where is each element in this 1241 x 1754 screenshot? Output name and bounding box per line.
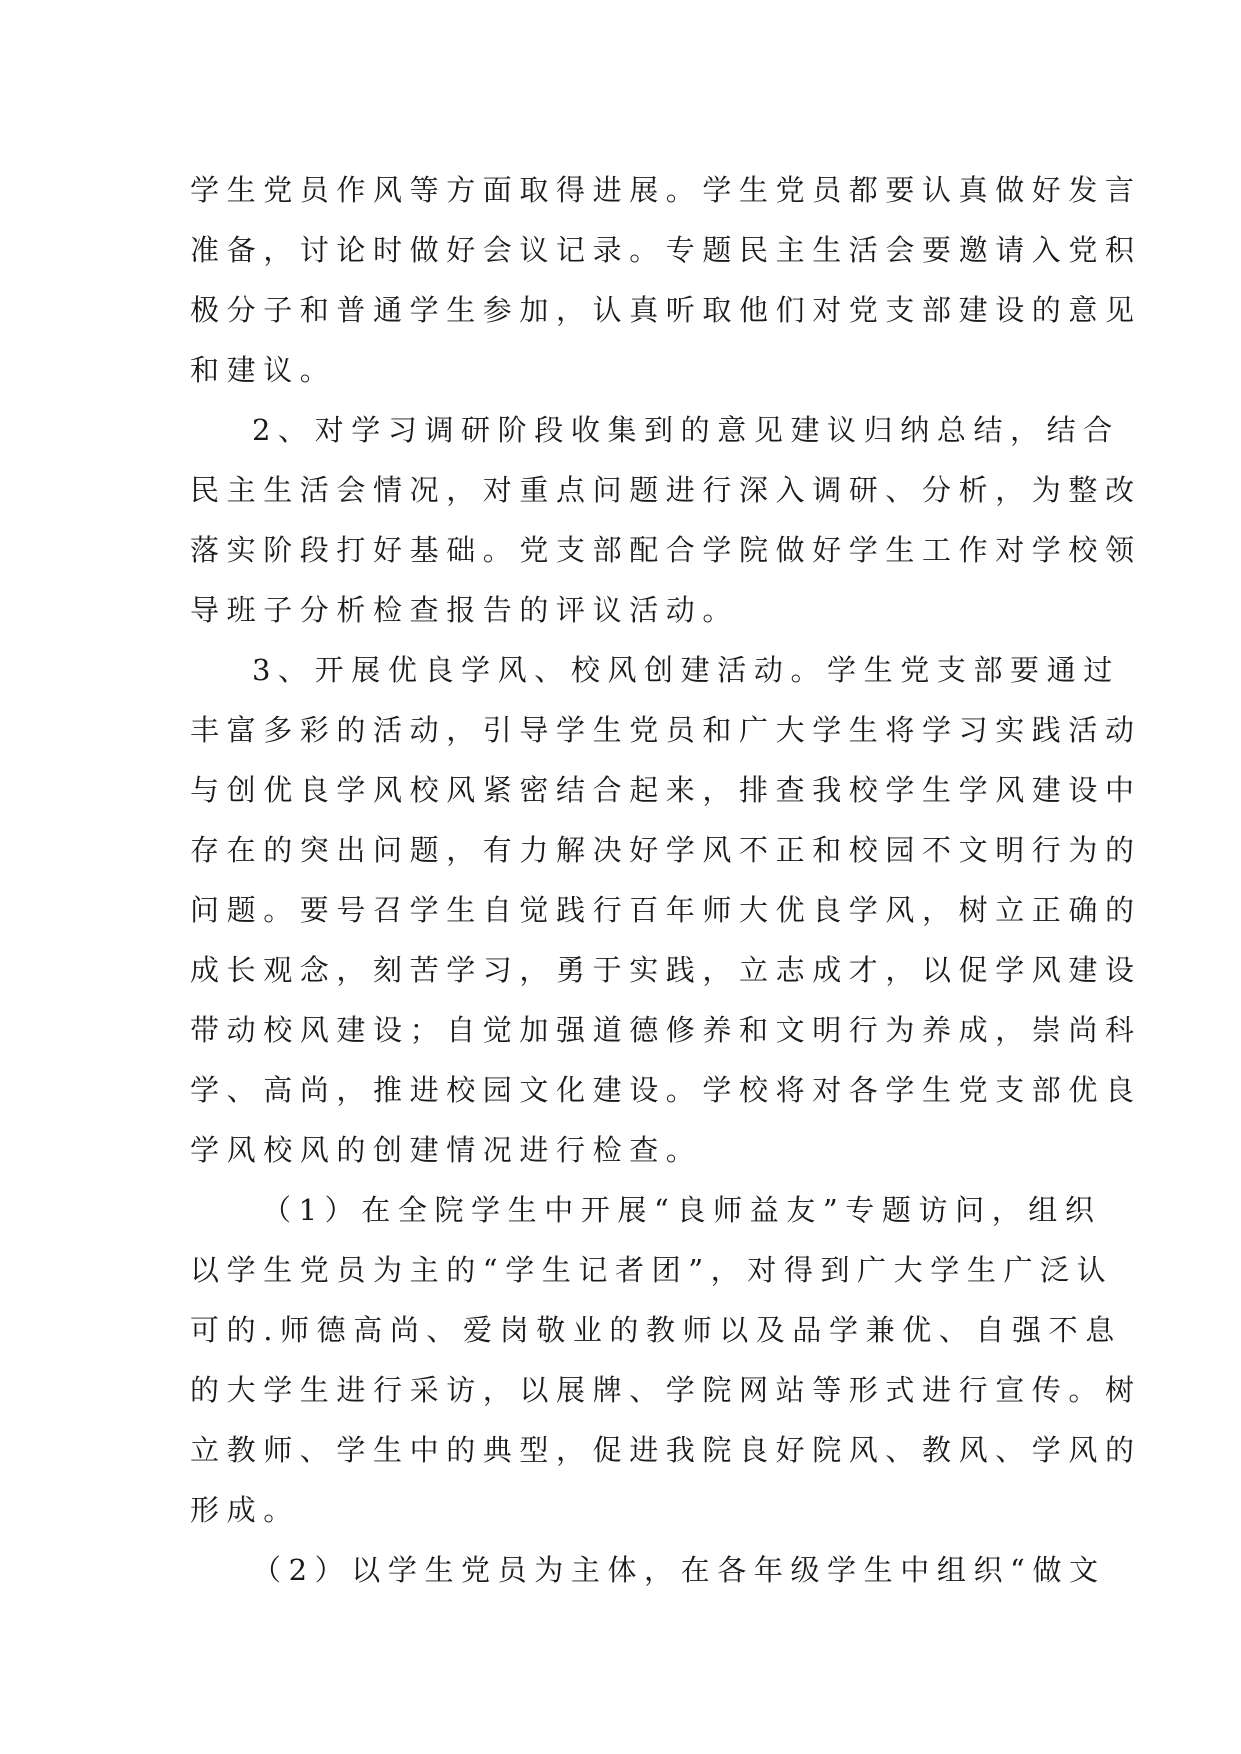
text-line: 准备，讨论时做好会议记录。专题民主生活会要邀请入党积	[190, 233, 1142, 267]
text-line: 学风校风的创建情况进行检查。	[190, 1133, 703, 1167]
text-line: 存在的突出问题，有力解决好学风不正和校园不文明行为的	[190, 833, 1142, 867]
text-line: 以学生党员为主的“学生记者团”，对得到广大学生广泛认	[190, 1253, 1114, 1287]
item-1-start: （1）在全院学生中开展“良师益友”专题访问，组织	[262, 1193, 1102, 1227]
text-line: 极分子和普通学生参加，认真听取他们对党支部建设的意见	[190, 293, 1142, 327]
text-line: 导班子分析检查报告的评议活动。	[190, 593, 740, 627]
text-line: 形成。	[190, 1493, 300, 1527]
text-line: 落实阶段打好基础。党支部配合学院做好学生工作对学校领	[190, 533, 1142, 567]
text-line: 丰富多彩的活动，引导学生党员和广大学生将学习实践活动	[190, 713, 1142, 747]
text-line: 问题。要号召学生自觉践行百年师大优良学风，树立正确的	[190, 893, 1142, 927]
text-line: 民主生活会情况，对重点问题进行深入调研、分析，为整改	[190, 473, 1142, 507]
paragraph-3-start: 3、开展优良学风、校风创建活动。学生党支部要通过	[252, 653, 1120, 687]
text-line: 和建议。	[190, 353, 337, 387]
text-line: 可的.师德高尚、爱岗敬业的教师以及品学兼优、自强不息	[190, 1313, 1122, 1347]
text-line: 的大学生进行采访，以展牌、学院网站等形式进行宣传。树	[190, 1373, 1142, 1407]
text-line: 与创优良学风校风紧密结合起来，排查我校学生学风建设中	[190, 773, 1142, 807]
text-line: 学、高尚，推进校园文化建设。学校将对各学生党支部优良	[190, 1073, 1142, 1107]
item-2-start: （2）以学生党员为主体，在各年级学生中组织“做文	[252, 1553, 1106, 1587]
document-body	[190, 160, 1142, 1600]
text-line: 带动校风建设；自觉加强道德修养和文明行为养成，崇尚科	[190, 1013, 1142, 1047]
text-line: 成长观念，刻苦学习，勇于实践，立志成才，以促学风建设	[190, 953, 1142, 987]
text-line: 立教师、学生中的典型，促进我院良好院风、教风、学风的	[190, 1433, 1142, 1467]
paragraph-2-start: 2、对学习调研阶段收集到的意见建议归纳总结，结合	[252, 413, 1120, 447]
text-line: 学生党员作风等方面取得进展。学生党员都要认真做好发言	[190, 173, 1142, 207]
